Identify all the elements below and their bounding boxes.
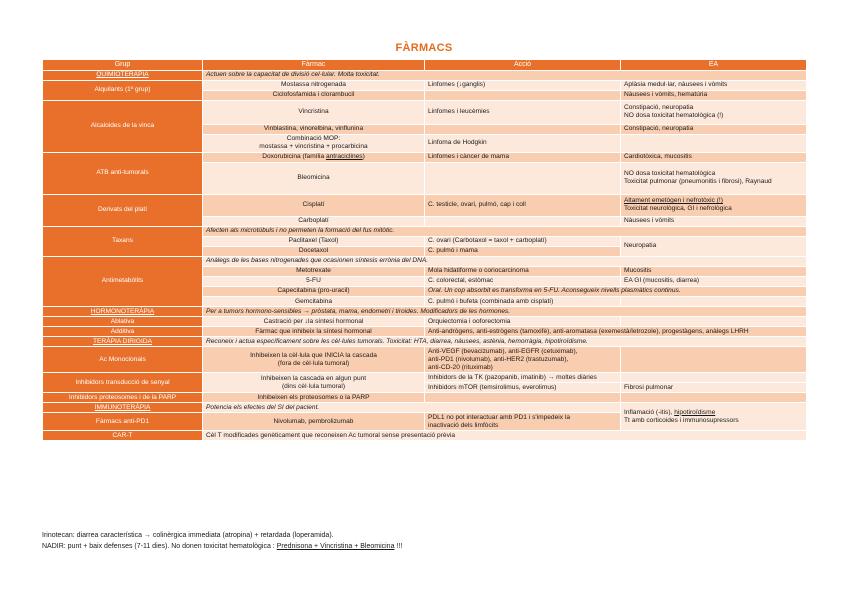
- drug-cell: [203, 134, 425, 152]
- table-row: [43, 194, 807, 216]
- drug-line: Inhibeixen la cascada en algun punt: [260, 374, 367, 382]
- action-cell: [425, 90, 621, 100]
- section-row: [43, 307, 807, 317]
- drug-line: mostassa + vincristina + procarbicina: [259, 143, 368, 151]
- drug-line: Inhibeixen la cèl·lula que INICIA la cascada: [250, 351, 377, 359]
- drugs-table: [42, 59, 807, 441]
- action-cell: [425, 162, 621, 194]
- ea-cell: Fibrosi pulmonar: [621, 383, 807, 393]
- section-desc: Potencia els efectes del SI del pacient.: [203, 403, 621, 413]
- section-row: [43, 403, 807, 413]
- action-cell: [425, 347, 621, 373]
- header-row: [43, 60, 807, 71]
- ea-cell: [621, 373, 807, 383]
- group-cell: Antimetabòlits: [43, 256, 203, 306]
- drug-cell: Mostassa nitrogenada: [203, 80, 425, 90]
- table-row: [43, 152, 807, 162]
- drug-cell: Inhibeixen els proteosomes o la PARP: [203, 393, 425, 403]
- desc-cell: Anàlegs de les bases nitrogenades que ocasionen síntesis errònia del DNA.: [203, 256, 807, 266]
- table-row: [43, 373, 807, 383]
- action-cell: C. pulmó i mama: [425, 246, 621, 256]
- ea-cell: [621, 134, 807, 152]
- drug-line: (fora de cèl·lula tumoral): [277, 359, 350, 367]
- drug-cell: Docetaxol: [203, 246, 425, 256]
- ea-cell: Cardiotòxica, mucositis: [621, 152, 807, 162]
- ea-cell: EA GI (mucositis, diarrea): [621, 276, 807, 286]
- drug-cell: [203, 152, 425, 162]
- table-row: [43, 393, 807, 403]
- group-cell: Fàrmacs anti-PD1: [43, 413, 203, 431]
- footer-note-1: Irinotecan: diarrea característica → colinèrgica immediata (atropina) + retardada (loperamida).: [42, 532, 334, 539]
- action-line: anti-PD1 (nivolumab), anti-HER2 (trastuzumab),: [428, 355, 569, 363]
- action-cell: Linfomes i leucèmies: [425, 100, 621, 124]
- table-row: [43, 226, 807, 236]
- ea-line: Toxicitat neurològica, GI i nefrològica: [624, 205, 732, 213]
- action-cell: C. pulmó i bufeta (combinada amb cisplatí): [425, 297, 621, 307]
- drug-cell: Castració per ↓la síntesi hormonal: [203, 317, 425, 327]
- group-cell: Additiva: [43, 327, 203, 337]
- drug-line: (dins cèl·lula tumoral): [281, 382, 346, 390]
- section-label: IMMUNOTERÀPIA: [43, 403, 203, 413]
- ea-cell: [621, 297, 807, 307]
- drug-cell: Vincristina: [203, 100, 425, 124]
- group-cell: Inhibidors proteosomes i de la PARP: [43, 393, 203, 403]
- action-cell: Mola hidatiforme o coriocarcinoma: [425, 266, 621, 276]
- drug-cell: [203, 373, 425, 393]
- drug-text-underlined: antraciclines: [325, 153, 363, 161]
- section-desc: Actuen sobre la capacitat de divisió cel·lular. Molta toxicitat.: [203, 70, 807, 80]
- section-label: TERÀPIA DIRIGIDA: [43, 337, 203, 347]
- footer-text: !!!: [394, 543, 403, 550]
- action-line: PDL1 no pot interactuar amb PD1 i s'impedeix la: [428, 413, 570, 421]
- ea-line: Constipació, neuropatia: [624, 104, 694, 112]
- action-cell: C. testicle, ovari, pulmó, cap i coll: [425, 194, 621, 216]
- section-label: HORMONOTERÀPIA: [43, 307, 203, 317]
- drug-cell: [203, 347, 425, 373]
- footer-text-underlined: Prednisona + Vincristina + Bleomicina: [276, 543, 395, 550]
- ea-line: Altament emetògen i nefrotòxic (!): [624, 197, 723, 205]
- action-cell: [425, 216, 621, 226]
- ea-cell: Aplàsia medul·lar, nàusees i vòmits: [621, 80, 807, 90]
- table-row: [43, 256, 807, 266]
- section-desc: Cèl T modificades genèticament que reconeixen Ac tumoral sense presentació prèvia: [203, 431, 807, 441]
- drug-cell: Carboplatí: [203, 216, 425, 226]
- ea-text: Inflamació (-itis),: [624, 408, 675, 416]
- drug-cell: Paclitaxel (Taxol): [203, 236, 425, 246]
- ea-cell: [621, 194, 807, 216]
- drug-line: Combinació MOP:: [286, 135, 341, 143]
- footer-text: NADIR: punt + baix defenses (7-11 dies). No donen toxicitat hematològica :: [42, 543, 277, 550]
- group-cell: Ac Monoclonals: [43, 347, 203, 373]
- action-cell: [425, 393, 621, 403]
- group-cell: Ablativa: [43, 317, 203, 327]
- group-cell: Taxans: [43, 226, 203, 256]
- section-desc: Reconeix i actua específicament sobre les cèl·lules tumorals. Toxicitat: HTA, diarrea, nàusees, astènia, hemorràgia, hipotiroïdisme.: [203, 337, 807, 347]
- ea-line: [624, 409, 803, 417]
- footer-note-2: [42, 543, 742, 550]
- ea-text-underlined: hipotiroïdisme: [674, 408, 716, 416]
- ea-cell: [621, 403, 807, 431]
- group-cell: Alquilants (1º grup): [43, 80, 203, 100]
- action-cell: [425, 124, 621, 134]
- page-title: FÀRMACS: [395, 42, 453, 54]
- drug-cell: Capecitabina (pro-uracil): [203, 286, 425, 296]
- ea-line: NO dosa toxicitat hematològica (!): [624, 112, 724, 120]
- section-desc: Per a tumors hormono-sensibles → pròstata, mama, endometri i tiroides. Modificadors de les hormones.: [203, 307, 807, 317]
- ea-line: NO dosa toxicitat hematològica: [624, 170, 716, 178]
- action-line: inactivació dels limfòcits: [428, 421, 499, 429]
- drug-cell: Metotrexate: [203, 266, 425, 276]
- table-row: [43, 80, 807, 90]
- section-row: [43, 337, 807, 347]
- table-row: [43, 327, 807, 337]
- ea-cell: [621, 162, 807, 194]
- section-row: [43, 70, 807, 80]
- ea-cell: Constipació, neuropatia: [621, 124, 807, 134]
- section-row: [43, 431, 807, 441]
- drug-text: Doxorubicina (família: [262, 153, 326, 161]
- table-row: [43, 317, 807, 327]
- action-line: anti-CD-20 (rituximab): [428, 363, 493, 371]
- group-cell: Alcaloides de la vinca: [43, 100, 203, 152]
- action-cell: Orquiectomia i ooforectomia: [425, 317, 621, 327]
- action-cell: C. ovari (Carbotaxol = taxol + carboplatí): [425, 236, 621, 246]
- action-cell: Linfomes i càncer de mama: [425, 152, 621, 162]
- drug-cell: Bleomicina: [203, 162, 425, 194]
- drug-cell: 5-FU: [203, 276, 425, 286]
- drug-cell: Ciclofosfamida i clorambucil: [203, 90, 425, 100]
- section-label: CAR-T: [43, 431, 203, 441]
- action-cell: Inhibidors mTOR (temsirolimus, everolimus): [425, 383, 621, 393]
- ea-cell: Neuropatia: [621, 236, 807, 256]
- header-farmac: Fàrmac: [203, 60, 425, 71]
- action-cell: Linfomes (↓ganglis): [425, 80, 621, 90]
- ea-line: Tt amb corticoides i immunosupressors: [624, 416, 739, 424]
- ea-line: Toxicitat pulmonar (pneumonitis i fibrosi), Raynaud: [624, 178, 772, 186]
- action-cell: Anti-andrògens, anti-estrògens (tamoxifè), anti-aromatasa (exemestà/letrozole), progestàgens, anàlegs LHRH: [425, 327, 807, 337]
- ea-cell: [621, 393, 807, 403]
- action-cell: Oral. Un cop absorbit es transforma en 5-FU. Aconsegueix nivells plasmàtics continus.: [425, 286, 807, 296]
- header-accio: Acció: [425, 60, 621, 71]
- action-line: Anti-VEGF (bevacizumab), anti-EGFR (cetuximab),: [428, 347, 578, 355]
- drug-cell: Cisplatí: [203, 194, 425, 216]
- group-cell: ATB anti-tumorals: [43, 152, 203, 194]
- section-label: QUIMIOTERÀPIA: [43, 70, 203, 80]
- ea-cell: Nàusees i vòmits, hematúria: [621, 90, 807, 100]
- table-row: [43, 100, 807, 124]
- action-cell: C. colorectal, estòmac: [425, 276, 621, 286]
- table-row: [43, 347, 807, 373]
- group-cell: Inhibidors transducció de senyal: [43, 373, 203, 393]
- ea-cell: Mucositis: [621, 266, 807, 276]
- drug-cell: Vinblastina, vinorelbina, vinflunina: [203, 124, 425, 134]
- group-cell: Derivats del platí: [43, 194, 203, 226]
- ea-cell: [621, 100, 807, 124]
- action-cell: [425, 413, 621, 431]
- drug-cell: Gemcitabina: [203, 297, 425, 307]
- ea-cell: [621, 317, 807, 327]
- drug-cell: Nivolumab, pembrolizumab: [203, 413, 425, 431]
- ea-cell: [621, 347, 807, 373]
- desc-cell: Afecten als microtúbuls i no permeten la formació del fus mitòtic.: [203, 226, 807, 236]
- ea-cell: Nàusees i vòmits: [621, 216, 807, 226]
- drug-text: ): [362, 153, 365, 161]
- action-cell: Linfoma de Hodgkin: [425, 134, 621, 152]
- header-ea: EA: [621, 60, 807, 71]
- action-cell: Inhibidors de la TK (pazopanib, imatinib) → moltes diàries: [425, 373, 621, 383]
- header-grup: Grup: [43, 60, 203, 71]
- drug-cell: Fàrmac que inhibeix la síntesi hormonal: [203, 327, 425, 337]
